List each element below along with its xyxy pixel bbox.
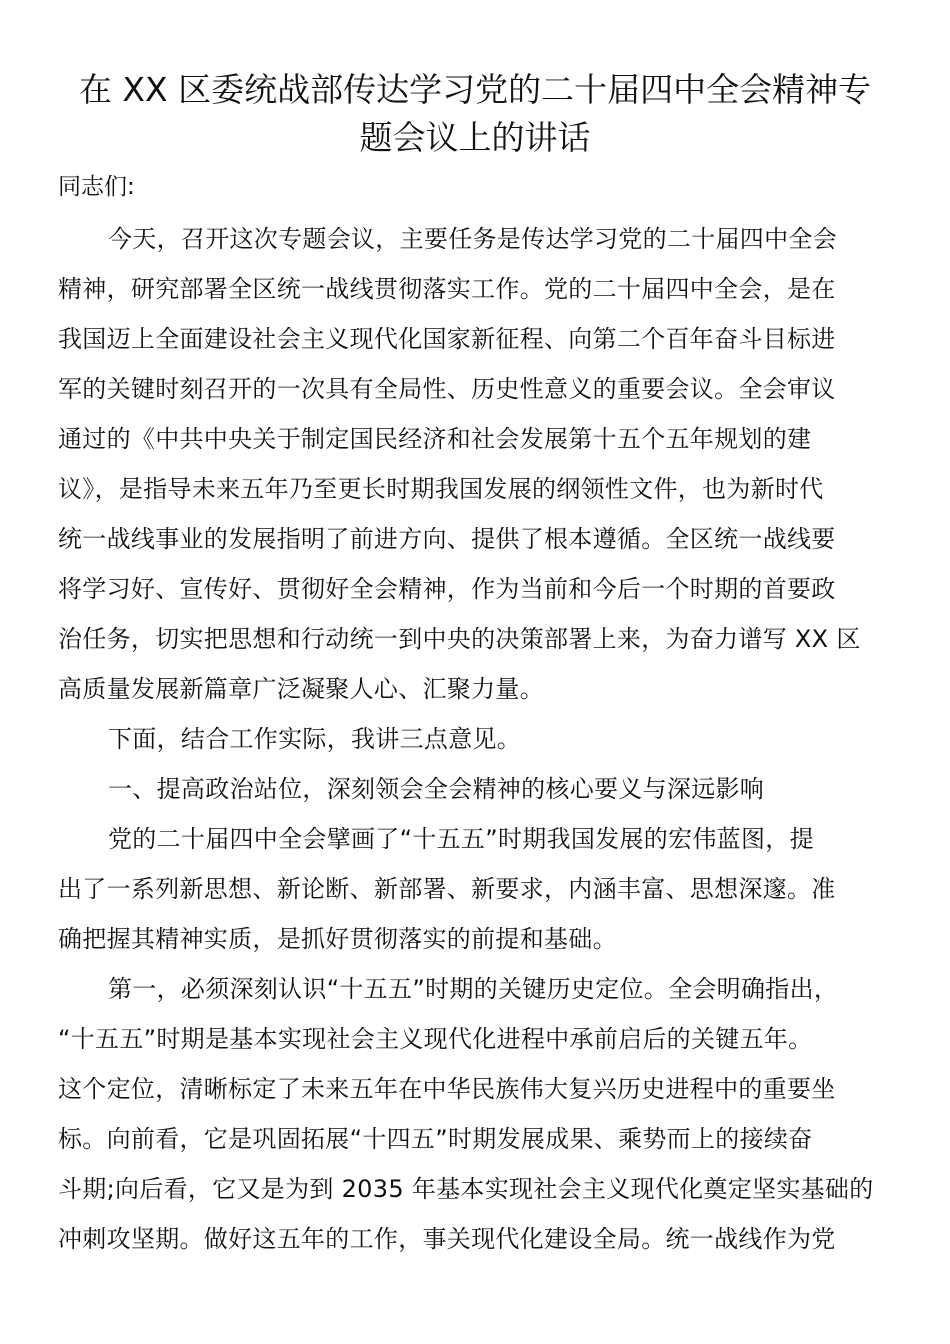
text-line: 第一，必须深刻认识“十五五”时期的关键历史定位。全会明确指出，	[108, 975, 839, 1003]
document-title	[58, 66, 892, 162]
text-line: 确把握其精神实质，是抓好贯彻落实的前提和基础。	[58, 925, 617, 953]
title-line: 在 XX 区委统战部传达学习党的二十届四中全会精神专	[78, 70, 872, 109]
text-line: 高质量发展新篇章广泛凝聚人心、汇聚力量。	[58, 675, 544, 703]
text-line: 斗期;向后看，它又是为到 2035 年基本实现社会主义现代化奠定坚实基础的	[58, 1175, 874, 1203]
body-paragraph	[58, 964, 892, 1264]
title-line: 题会议上的讲话	[359, 118, 591, 157]
body-paragraph	[58, 814, 892, 964]
text-line: 议》，是指导未来五年乃至更长时期我国发展的纲领性文件，也为新时代	[58, 475, 824, 503]
section-heading	[58, 764, 892, 814]
text-line: “十五五”时期是基本实现社会主义现代化进程中承前启后的关键五年。	[58, 1025, 813, 1053]
text-line: 我国迈上全面建设社会主义现代化国家新征程、向第二个百年奋斗目标进	[58, 325, 836, 353]
text-line: 军的关键时刻召开的一次具有全局性、历史性意义的重要会议。全会审议	[58, 375, 836, 403]
text-line: 统一战线事业的发展指明了前进方向、提供了根本遵循。全区统一战线要	[58, 525, 836, 553]
document-page	[58, 66, 892, 1264]
text-line: 通过的《中共中央关于制定国民经济和社会发展第十五个五年规划的建	[58, 425, 812, 453]
text-line: 治任务，切实把思想和行动统一到中央的决策部署上来，为奋力谱写 XX 区	[58, 625, 861, 653]
body-paragraph	[58, 214, 892, 714]
heading-text: 一、提高政治站位，深刻领会全会精神的核心要义与深远影响	[108, 775, 765, 803]
body-paragraph	[58, 714, 892, 764]
text-line: 党的二十届四中全会擘画了“十五五”时期我国发展的宏伟蓝图，提	[108, 825, 814, 853]
text-line: 冲刺攻坚期。做好这五年的工作，事关现代化建设全局。统一战线作为党	[58, 1225, 836, 1253]
text-line: 精神，研究部署全区统一战线贯彻落实工作。党的二十届四中全会，是在	[58, 275, 836, 303]
text-line: 标。向前看，它是巩固拓展“十四五”时期发展成果、乘势而上的接续奋	[58, 1125, 813, 1153]
text-line: 下面，结合工作实际，我讲三点意见。	[108, 725, 522, 753]
text-line: 这个定位，清晰标定了未来五年在中华民族伟大复兴历史进程中的重要坐	[58, 1075, 836, 1103]
text-line: 出了一系列新思想、新论断、新部署、新要求，内涵丰富、思想深邃。准	[58, 875, 836, 903]
text-line: 将学习好、宣传好、贯彻好全会精神，作为当前和今后一个时期的首要政	[58, 575, 836, 603]
text-line: 今天，召开这次专题会议，主要任务是传达学习党的二十届四中全会	[108, 225, 837, 253]
salutation: 同志们:	[58, 174, 135, 200]
